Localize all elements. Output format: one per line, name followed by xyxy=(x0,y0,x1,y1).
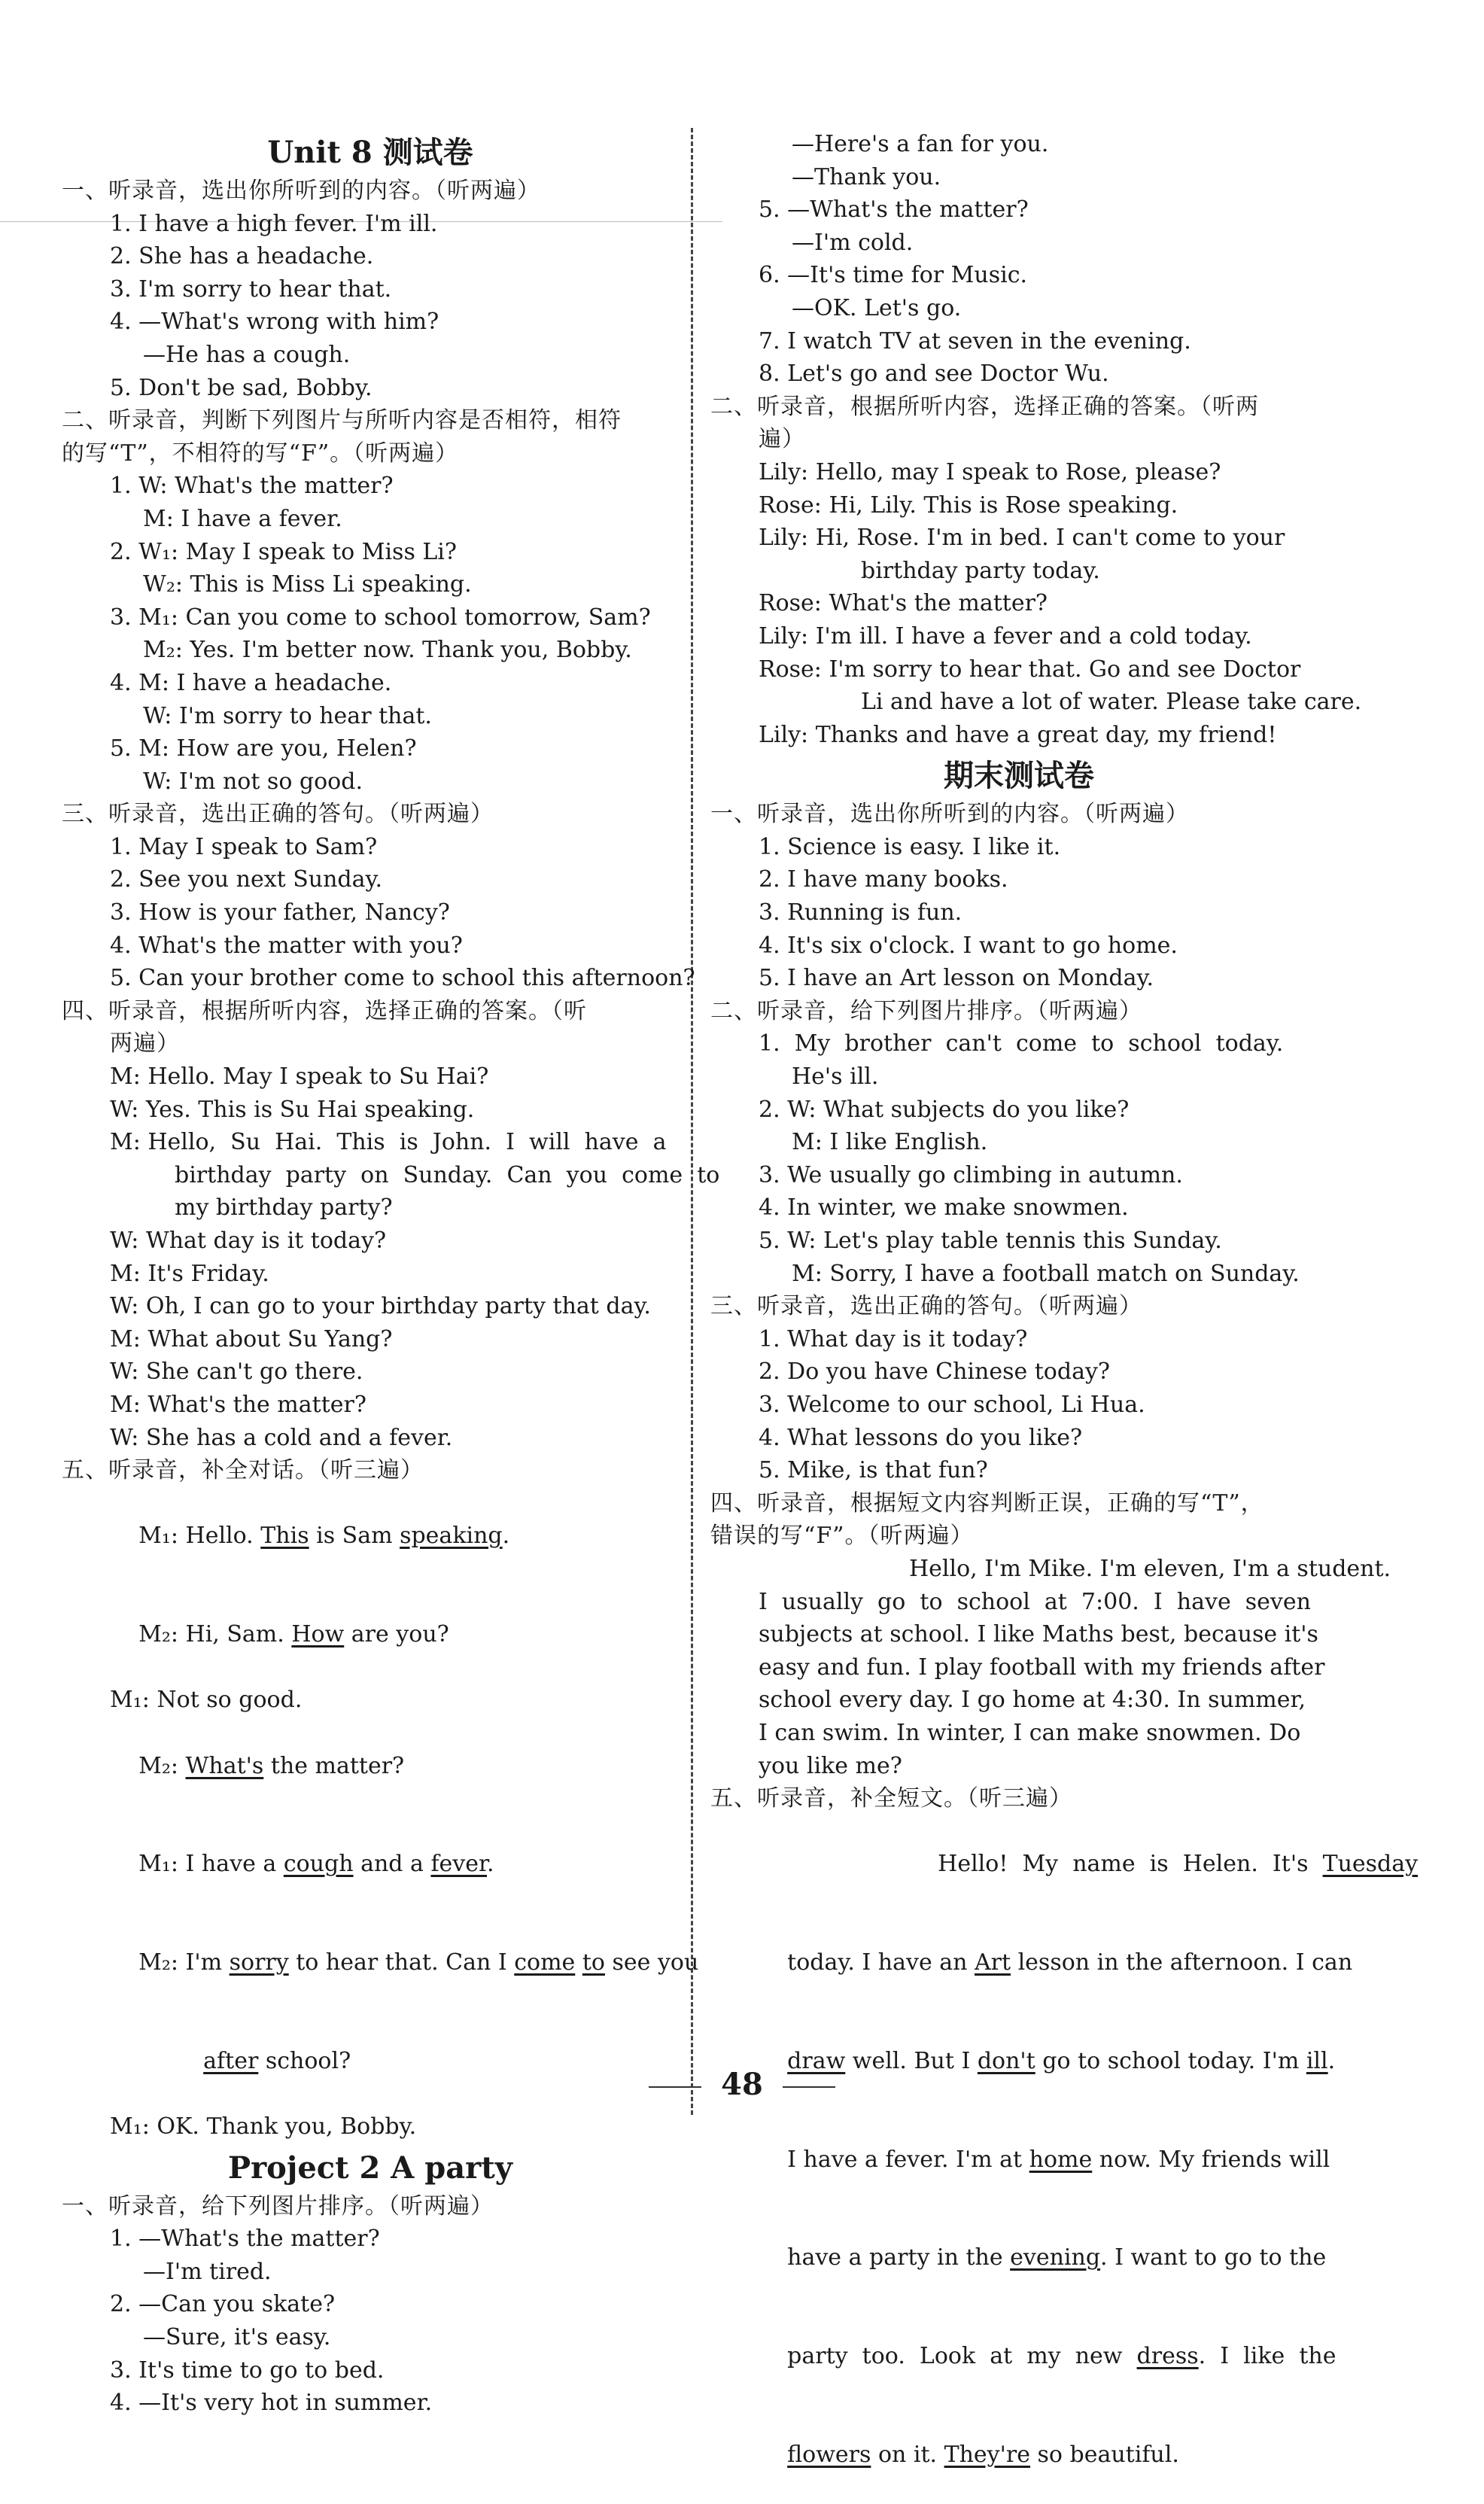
text-line: 4. What's the matter with you? xyxy=(110,932,463,959)
passage-line: you like me? xyxy=(759,1752,902,1779)
fill-line xyxy=(710,2110,1330,2209)
text-line: W: I'm not so good. xyxy=(143,768,363,795)
section-title: 二、听录音，判断下列图片与所听内容是否相符，相符 xyxy=(62,407,622,434)
text-line: 5. I have an Art lesson on Monday. xyxy=(759,965,1154,992)
text: on it. xyxy=(871,2441,944,2468)
answer: fever xyxy=(430,1851,488,1878)
fill-line xyxy=(62,1815,679,1914)
text: is Sam xyxy=(309,1523,400,1550)
text: M₁: Hello. xyxy=(138,1523,261,1550)
dialog-line: M: It's Friday. xyxy=(110,1260,269,1287)
section-title: 一、听录音，选出你所听到的内容。（听两遍） xyxy=(62,178,540,204)
section-title: 三、听录音，选出正确的答句。（听两遍） xyxy=(62,801,494,828)
text: M₂: I'm xyxy=(138,1949,230,1976)
section-title: 四、听录音，根据所听内容，选择正确的答案。（听 xyxy=(62,997,587,1024)
text: see you xyxy=(604,1949,699,1976)
answer: Art xyxy=(974,1949,1011,1976)
text-line: M: I have a fever. xyxy=(143,505,342,532)
text-line: 2. —Can you skate? xyxy=(110,2291,336,2318)
text-line: 4. M: I have a headache. xyxy=(110,669,392,696)
section-title-cont: 遍） xyxy=(759,426,805,453)
dialog-line: Li and have a lot of water. Please take care. xyxy=(861,689,1362,716)
text-line: —He has a cough. xyxy=(143,341,351,368)
text: well. But I xyxy=(845,2047,978,2074)
dialog-line: W: She can't go there. xyxy=(110,1358,363,1386)
dialog-line: birthday party today. xyxy=(861,557,1100,584)
dialog-line: W: What day is it today? xyxy=(110,1228,387,1254)
section-title-cont: 错误的写“F”。（听两遍） xyxy=(710,1523,974,1550)
passage-line: easy and fun. I play football with my friends after xyxy=(759,1654,1325,1681)
text: Hello! My name is Helen. It's xyxy=(938,1851,1323,1878)
text: the matter? xyxy=(263,1752,405,1779)
section-title-cont: 两遍） xyxy=(110,1030,180,1057)
answer: home xyxy=(1029,2146,1093,2173)
dialog-line: W: Yes. This is Su Hai speaking. xyxy=(110,1096,475,1123)
text-line: 3. Running is fun. xyxy=(759,899,962,926)
text: . xyxy=(502,1523,510,1550)
fill-line xyxy=(710,1913,1353,2012)
text-line: 4. —What's wrong with him? xyxy=(110,309,439,336)
passage-line: Hello, I'm Mike. I'm eleven, I'm a student. xyxy=(909,1555,1391,1582)
dialog-line: Rose: I'm sorry to hear that. Go and see Doctor xyxy=(759,656,1301,683)
text-line: 5. Can your brother come to school this afternoon? xyxy=(110,965,695,992)
answer: cough xyxy=(283,1851,354,1878)
text-line: —I'm tired. xyxy=(143,2258,272,2285)
text: are you? xyxy=(344,1621,449,1648)
text-line: 2. See you next Sunday. xyxy=(110,866,382,893)
text-line: —I'm cold. xyxy=(792,229,914,256)
text-line: 3. We usually go climbing in autumn. xyxy=(759,1161,1183,1188)
text-line: 1. May I speak to Sam? xyxy=(110,833,378,860)
text: school? xyxy=(258,2047,351,2074)
section-title: 五、听录音，补全短文。（听三遍） xyxy=(710,1785,1072,1812)
text-line: 3. How is your father, Nancy? xyxy=(110,899,450,926)
fill-line: M₁: Not so good. xyxy=(110,1687,303,1714)
text-line: W₂: This is Miss Li speaking. xyxy=(143,571,472,598)
dialog-line: Rose: What's the matter? xyxy=(759,590,1048,617)
project2-title: Project 2 A party xyxy=(228,2150,512,2186)
text: have a party in the xyxy=(787,2244,1011,2271)
text-line: 5. —What's the matter? xyxy=(759,196,1029,224)
dialog-line: Lily: Hello, may I speak to Rose, please? xyxy=(759,458,1221,485)
fill-line xyxy=(710,2308,1337,2406)
section-title-cont: 的写“T”，不相符的写“F”。（听两遍） xyxy=(62,440,459,467)
text: go to school today. I'm xyxy=(1035,2047,1306,2074)
text-line: W: I'm sorry to hear that. xyxy=(143,702,432,729)
text: . xyxy=(1327,2047,1336,2074)
fill-line: M₁: OK. Thank you, Bobby. xyxy=(110,2113,417,2140)
text-line: 5. Don't be sad, Bobby. xyxy=(110,374,373,401)
page-number xyxy=(0,2067,1484,2102)
section-title: 二、听录音，根据所听内容，选择正确的答案。（听两 xyxy=(710,393,1259,420)
text-line: —Here's a fan for you. xyxy=(792,131,1049,157)
text-line: 7. I watch TV at seven in the evening. xyxy=(759,327,1191,354)
text-line: 3. It's time to go to bed. xyxy=(110,2356,385,2384)
dialog-line: my birthday party? xyxy=(175,1194,393,1222)
dialog-line: Lily: Thanks and have a great day, my friend! xyxy=(759,721,1277,748)
answer: dress xyxy=(1136,2343,1199,2370)
text: . xyxy=(487,1851,494,1878)
text: M₂: Hi, Sam. xyxy=(138,1621,292,1648)
text: today. I have an xyxy=(787,1949,975,1976)
dialog-line: Lily: Hi, Rose. I'm in bed. I can't come to your xyxy=(759,525,1285,552)
text-line: 1. What day is it today? xyxy=(759,1325,1028,1352)
text-line: 1. W: What's the matter? xyxy=(110,473,394,500)
text-line: 1. —What's the matter? xyxy=(110,2226,380,2253)
final-exam-title: 期末测试卷 xyxy=(944,758,1094,794)
right-column xyxy=(710,128,1419,2504)
text-line: M: Sorry, I have a football match on Sunday. xyxy=(792,1260,1300,1287)
answer: Tuesday xyxy=(1322,1851,1419,1878)
text: to hear that. Can I xyxy=(288,1949,515,1976)
column-divider xyxy=(691,128,693,2115)
answer: evening xyxy=(1010,2244,1101,2271)
answer: after xyxy=(203,2047,259,2074)
text-line: 3. I'm sorry to hear that. xyxy=(110,275,392,303)
page-number-dash xyxy=(783,2086,835,2088)
fill-line xyxy=(710,2405,1327,2504)
text-line: 3. Welcome to our school, Li Hua. xyxy=(759,1391,1145,1418)
text-line: 6. —It's time for Music. xyxy=(759,262,1028,289)
dialog-line: Lily: I'm ill. I have a fever and a cold today. xyxy=(759,622,1252,650)
text-line: 5. W: Let's play table tennis this Sunday. xyxy=(759,1228,1222,1254)
passage-line: I usually go to school at 7:00. I have seven xyxy=(759,1588,1311,1615)
section-title: 五、听录音，补全对话。（听三遍） xyxy=(62,1457,424,1484)
text: lesson in the afternoon. I can xyxy=(1011,1949,1353,1976)
fill-line xyxy=(62,1913,699,2012)
text-line: —Sure, it's easy. xyxy=(143,2324,331,2350)
text-line: 2. Do you have Chinese today? xyxy=(759,1358,1110,1386)
dialog-line: M: Hello, Su Hai. This is John. I will have a xyxy=(110,1129,667,1156)
text-line: M: I like English. xyxy=(792,1129,988,1156)
text-line: 2. W₁: May I speak to Miss Li? xyxy=(110,538,457,565)
text: M₁: I have a xyxy=(138,1851,284,1878)
answer: ill xyxy=(1306,2047,1328,2074)
text: . I want to go to the xyxy=(1100,2244,1327,2271)
text-line: 1. Science is easy. I like it. xyxy=(759,833,1061,860)
text-line: —Thank you. xyxy=(792,163,941,190)
passage-line: school every day. I go home at 4:30. In summer, xyxy=(759,1687,1306,1714)
text-line: 4. —It's very hot in summer. xyxy=(110,2390,433,2417)
answer: How xyxy=(291,1621,345,1648)
text-line: M₂: Yes. I'm better now. Thank you, Bobby. xyxy=(143,637,632,664)
fill-line xyxy=(62,1586,679,1684)
text: and a xyxy=(353,1851,431,1878)
dialog-line: M: What's the matter? xyxy=(110,1391,366,1418)
section-title: 一、听录音，选出你所听到的内容。（听两遍） xyxy=(710,801,1189,828)
section-title: 二、听录音，给下列图片排序。（听两遍） xyxy=(710,997,1142,1024)
text: so beautiful. xyxy=(1029,2441,1179,2468)
text: . I like the xyxy=(1198,2343,1337,2370)
text-line: 5. M: How are you, Helen? xyxy=(110,735,417,762)
answer: draw xyxy=(787,2047,846,2074)
passage-line: subjects at school. I like Maths best, because it's xyxy=(759,1621,1318,1648)
dialog-line: W: Oh, I can go to your birthday party that day. xyxy=(110,1293,651,1320)
text-line: 8. Let's go and see Doctor Wu. xyxy=(759,361,1109,388)
answer: don't xyxy=(977,2047,1035,2074)
answer: flowers xyxy=(787,2441,871,2468)
answer: speaking xyxy=(400,1523,503,1550)
text-line: 5. Mike, is that fun? xyxy=(759,1457,988,1484)
page-number-text: 48 xyxy=(721,2067,763,2102)
text-line: 1. My brother can't come to school today. xyxy=(759,1030,1284,1057)
text-line: 2. She has a headache. xyxy=(110,243,374,270)
text-line: 2. W: What subjects do you like? xyxy=(759,1096,1130,1123)
section-title: 四、听录音，根据短文内容判断正误，正确的写“T”， xyxy=(710,1489,1264,1517)
passage-line: I can swim. In winter, I can make snowmen. Do xyxy=(759,1719,1301,1746)
answer: They're xyxy=(944,2441,1030,2468)
text: M₂: xyxy=(138,1752,186,1779)
dialog-line: W: She has a cold and a fever. xyxy=(110,1424,453,1451)
answer: come xyxy=(514,1949,576,1976)
text-line: 4. In winter, we make snowmen. xyxy=(759,1194,1129,1222)
fill-line xyxy=(62,1487,679,1586)
answer: to xyxy=(582,1949,605,1976)
text-line: 2. I have many books. xyxy=(759,866,1008,893)
answer: What's xyxy=(185,1752,264,1779)
text-line: 4. It's six o'clock. I want to go home. xyxy=(759,932,1178,959)
text-line: 3. M₁: Can you come to school tomorrow, Sam? xyxy=(110,604,651,631)
text-line: —OK. Let's go. xyxy=(792,294,962,321)
fill-line xyxy=(710,1815,1419,1914)
text-line: 1. I have a high fever. I'm ill. xyxy=(110,210,438,237)
dialog-line: M: Hello. May I speak to Su Hai? xyxy=(110,1063,489,1091)
unit8-title: Unit 8 测试卷 xyxy=(267,135,473,170)
answer: sorry xyxy=(229,1949,289,1976)
dialog-line: Rose: Hi, Lily. This is Rose speaking. xyxy=(759,491,1178,519)
fill-line xyxy=(710,2209,1327,2308)
text: party too. Look at my new xyxy=(787,2343,1137,2370)
fill-line xyxy=(62,1717,679,1815)
answer: This xyxy=(260,1523,309,1550)
text: now. My friends will xyxy=(1092,2146,1330,2173)
text: I have a fever. I'm at xyxy=(787,2146,1029,2173)
section-title: 三、听录音，选出正确的答句。（听两遍） xyxy=(710,1293,1142,1320)
text-line: 4. What lessons do you like? xyxy=(759,1424,1083,1451)
text xyxy=(575,1949,582,1976)
text-line: He's ill. xyxy=(792,1063,879,1091)
dialog-line: M: What about Su Yang? xyxy=(110,1325,393,1352)
dialog-line: birthday party on Sunday. Can you come to xyxy=(175,1161,720,1188)
section-title: 一、听录音，给下列图片排序。（听两遍） xyxy=(62,2192,494,2220)
page-number-dash xyxy=(649,2086,701,2088)
